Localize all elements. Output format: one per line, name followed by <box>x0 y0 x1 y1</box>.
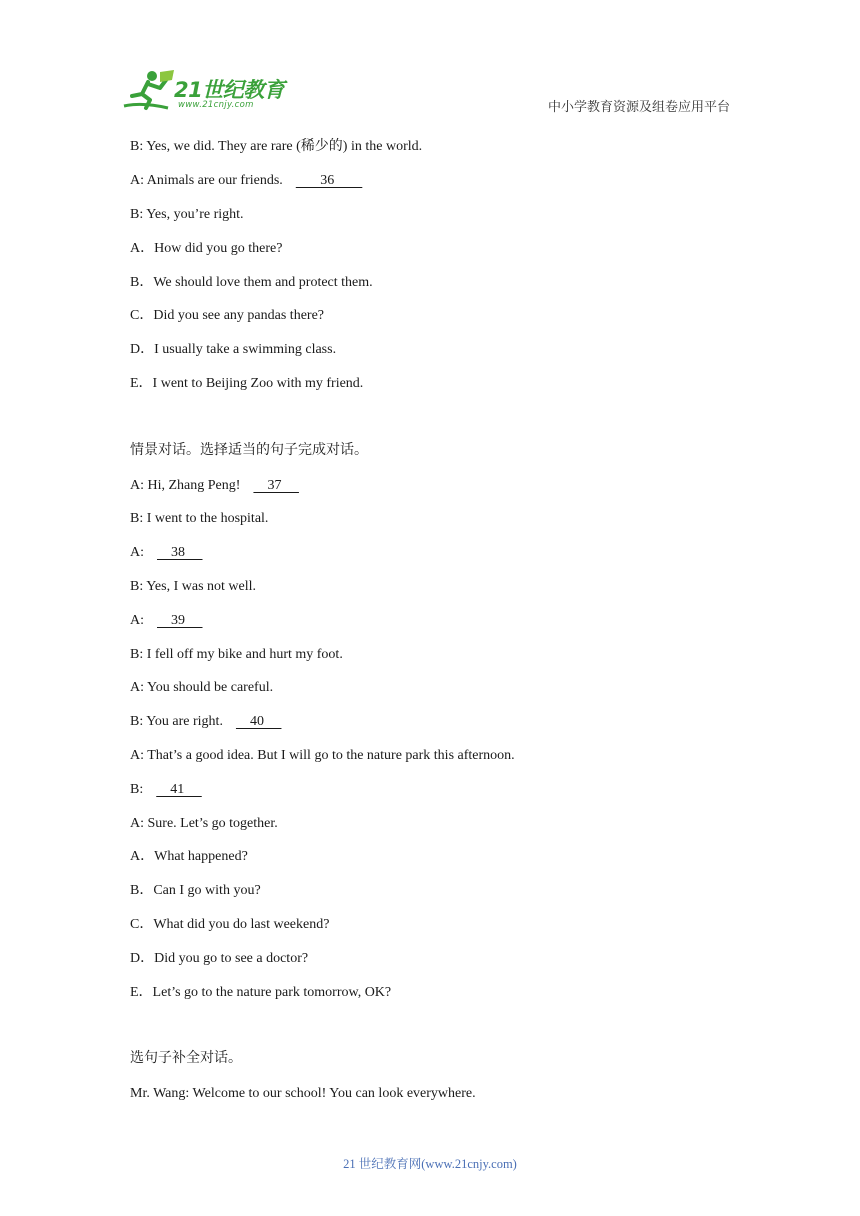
dialogue-text: A: Hi, Zhang Peng! <box>130 478 241 493</box>
answer-blank-40: 40 <box>235 714 282 729</box>
option-item: E．Let’s go to the nature park tomorrow, OK? <box>130 985 392 1000</box>
runner-logo-icon <box>122 66 182 114</box>
answer-blank-36: 36 <box>295 173 363 188</box>
dialogue-line: A: You should be careful. <box>130 680 274 695</box>
dialogue-line <box>130 477 299 495</box>
page-header <box>0 0 860 130</box>
dialogue-line <box>130 713 281 731</box>
section-instruction: 选句子补全对话。 <box>130 1051 242 1066</box>
page-footer: 21 世纪教育网(www.21cnjy.com) <box>343 1157 517 1171</box>
dialogue-line <box>130 172 362 190</box>
logo-url: www.21cnjy.com <box>178 100 254 110</box>
dialogue-line <box>130 544 203 562</box>
option-item: B．We should love them and protect them. <box>130 275 373 290</box>
dialogue-line: B: Yes, we did. They are rare (稀少的) in the world. <box>130 139 423 154</box>
dialogue-text: A: <box>130 545 144 560</box>
dialogue-text: A: Animals are our friends. <box>130 173 283 188</box>
answer-blank-38: 38 <box>157 545 203 560</box>
dialogue-text: B: <box>130 782 144 797</box>
option-item: D．I usually take a swimming class. <box>130 342 337 357</box>
answer-blank-39: 39 <box>157 613 203 628</box>
option-item: B．Can I go with you? <box>130 883 261 898</box>
option-item: C．Did you see any pandas there? <box>130 308 324 323</box>
dialogue-line: B: Yes, you’re right. <box>130 207 244 222</box>
option-item: A．How did you go there? <box>130 241 283 256</box>
option-item: E．I went to Beijing Zoo with my friend. <box>130 376 364 391</box>
section-instruction: 情景对话。选择适当的句子完成对话。 <box>130 443 368 458</box>
answer-blank-37: 37 <box>253 478 299 493</box>
logo-text: 21世纪教育 <box>174 78 285 102</box>
dialogue-line: Mr. Wang: Welcome to our school! You can look everywhere. <box>130 1086 476 1101</box>
dialogue-line: A: That’s a good idea. But I will go to the nature park this afternoon. <box>130 748 515 763</box>
answer-blank-41: 41 <box>156 782 202 797</box>
dialogue-text: A: <box>130 613 144 628</box>
site-logo <box>122 66 292 116</box>
dialogue-text: B: You are right. <box>130 714 223 729</box>
dialogue-line <box>130 612 203 630</box>
option-item: D．Did you go to see a doctor? <box>130 951 309 966</box>
dialogue-line: B: I went to the hospital. <box>130 511 269 526</box>
dialogue-line: B: I fell off my bike and hurt my foot. <box>130 647 343 662</box>
site-label: 中小学教育资源及组卷应用平台 <box>547 99 730 114</box>
dialogue-line <box>130 781 202 799</box>
option-item: C．What did you do last weekend? <box>130 917 330 932</box>
option-item: A．What happened? <box>130 849 248 864</box>
dialogue-line: B: Yes, I was not well. <box>130 579 257 594</box>
dialogue-line: A: Sure. Let’s go together. <box>130 816 278 831</box>
